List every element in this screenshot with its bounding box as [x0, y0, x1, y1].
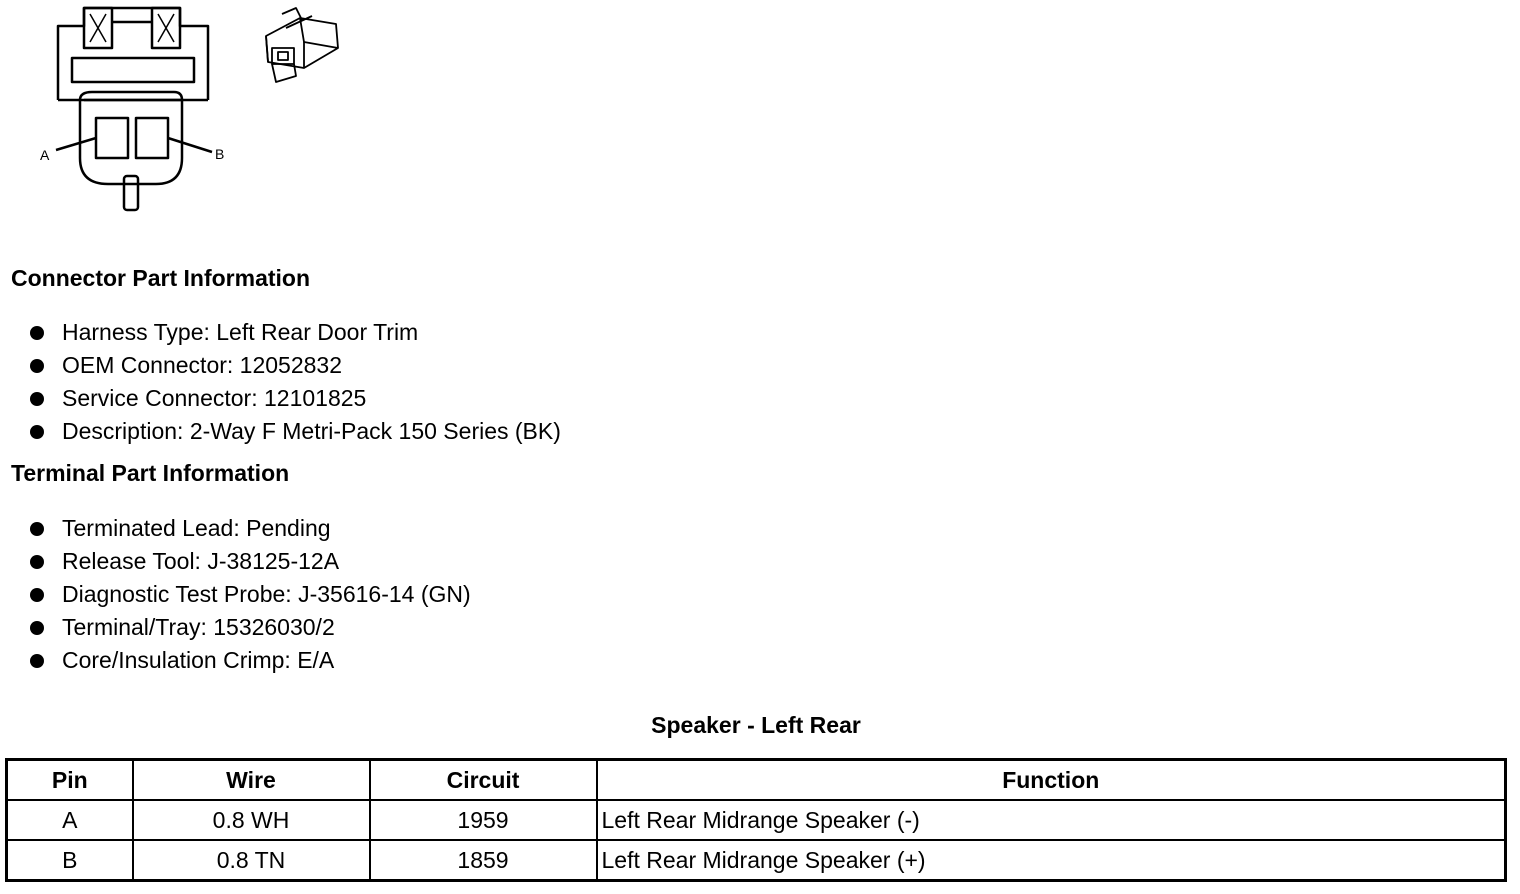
list-item: Core/Insulation Crimp: E/A — [30, 644, 471, 677]
connector-part-info-heading: Connector Part Information — [11, 265, 311, 291]
list-item: Terminal/Tray: 15326030/2 — [30, 611, 471, 644]
cell-function: Left Rear Midrange Speaker (+) — [597, 840, 1506, 881]
pin-label-b: B — [215, 146, 225, 162]
bullet-icon — [30, 654, 44, 668]
connector-part-info-list — [30, 316, 561, 448]
bullet-icon — [30, 588, 44, 602]
cell-circuit: 1859 — [370, 840, 597, 881]
bullet-icon — [30, 326, 44, 340]
bullet-icon — [30, 392, 44, 406]
connector-latch-bar — [72, 58, 194, 82]
terminal-cavity-a — [96, 118, 128, 158]
cell-pin: B — [7, 840, 133, 881]
column-header-circuit: Circuit — [370, 760, 597, 801]
pin-label-a: A — [40, 147, 50, 163]
column-header-function: Function — [597, 760, 1506, 801]
terminal-part-info-list — [30, 512, 471, 677]
bullet-icon — [30, 555, 44, 569]
column-header-wire: Wire — [133, 760, 370, 801]
table-row — [7, 840, 1506, 881]
pin-table-title: Speaker - Left Rear — [651, 712, 861, 738]
cell-wire: 0.8 WH — [133, 800, 370, 840]
bullet-icon — [30, 621, 44, 635]
connector-thumbnail — [266, 8, 338, 82]
list-item: Diagnostic Test Probe: J-35616-14 (GN) — [30, 578, 471, 611]
cell-pin: A — [7, 800, 133, 840]
cell-function: Left Rear Midrange Speaker (-) — [597, 800, 1506, 840]
list-item: Harness Type: Left Rear Door Trim — [30, 316, 561, 349]
list-item: Terminated Lead: Pending — [30, 512, 471, 545]
bullet-icon — [30, 522, 44, 536]
bullet-icon — [30, 359, 44, 373]
list-item: OEM Connector: 12052832 — [30, 349, 561, 382]
terminal-cavity-b — [136, 118, 168, 158]
list-item: Release Tool: J-38125-12A — [30, 545, 471, 578]
list-item: Service Connector: 12101825 — [30, 382, 561, 415]
column-header-pin: Pin — [7, 760, 133, 801]
table-header-row — [7, 760, 1506, 801]
bullet-icon — [30, 425, 44, 439]
terminal-part-info-heading: Terminal Part Information — [11, 460, 290, 486]
connector-key — [124, 176, 138, 210]
cell-wire: 0.8 TN — [133, 840, 370, 881]
connector-face-diagram — [0, 0, 360, 220]
cell-circuit: 1959 — [370, 800, 597, 840]
list-item: Description: 2-Way F Metri-Pack 150 Series (BK) — [30, 415, 561, 448]
table-row — [7, 800, 1506, 840]
pin-table — [5, 758, 1507, 882]
